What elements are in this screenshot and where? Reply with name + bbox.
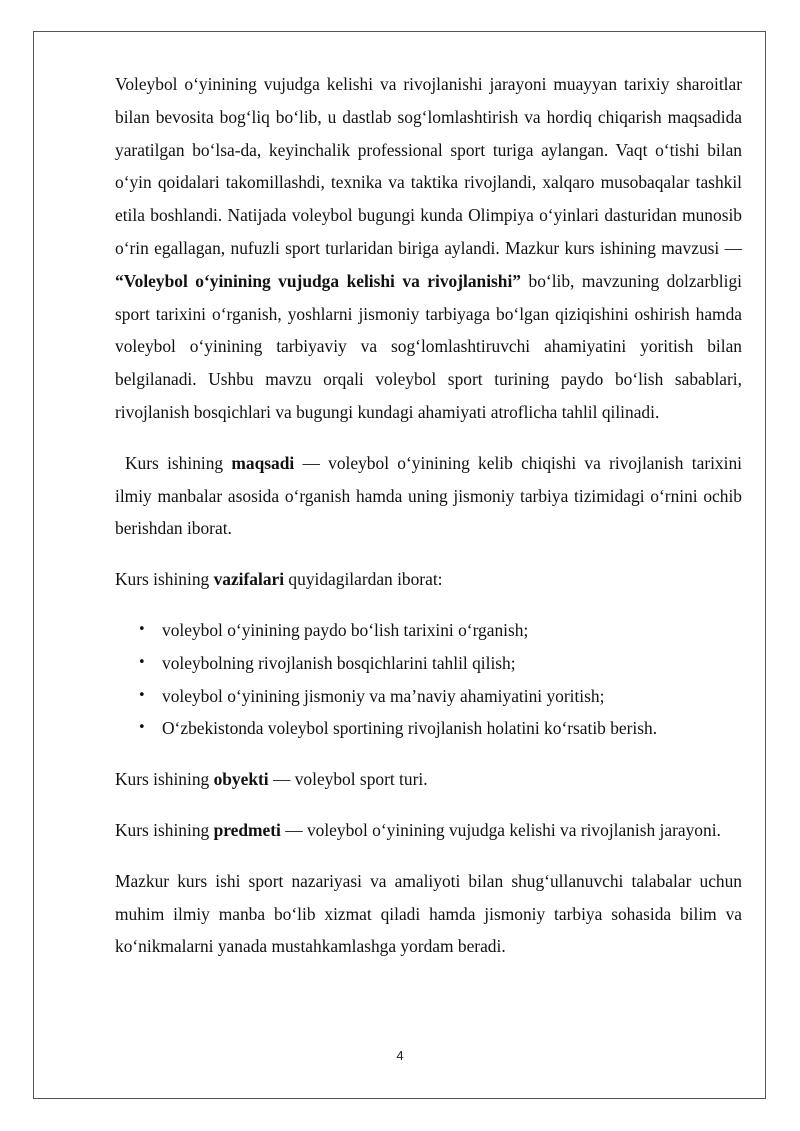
intro-text-start: Voleybol o‘yinining vujudga kelishi va rivojlanishi jarayoni muayyan tarixiy sharoitlar bilan bevosita bog‘liq bo‘lib, u dastlab sog‘lomlashtirish va hordiq chiqarish maqsadida yaratilgan bo‘lsa-da, keyinchalik professional sport turiga aylangan. Vaqt o‘tishi bilan o‘yin qoidalari takomillashdi, texnika va taktika rivojlandi, xalqaro musobaqalar tashkil etila boshlandi. Natijada voleybol bugungi kunda Olimpiya o‘yinlari dasturidan munosib o‘rin egallagan, nufuzli sport turlaridan biriga aylandi. Mazkur kurs ishining mavzusi — — [115, 74, 742, 258]
bullet-icon: • — [138, 687, 146, 703]
obyekt-paragraph — [115, 763, 742, 796]
page-number: 4 — [396, 1048, 404, 1063]
maqsad-text: — voleybol o‘yinining kelib chiqishi va rivojlanish tarixini ilmiy manbalar asosida o‘rganish hamda uning jismoniy tarbiya tizimidagi o‘rnini ochib berishdan iborat. — [115, 452, 742, 539]
predmet-paragraph — [115, 814, 742, 847]
conclusion-paragraph: Mazkur kurs ishi sport nazariyasi va amaliyoti bilan shug‘ullanuvchi talabalar uchun muhim ilmiy manba bo‘lib xizmat qiladi hamda jismoniy tarbiya sohasida bilim va ko‘nikmalarni yanada mustahkamlashga yordam beradi. — [115, 870, 742, 957]
obyekt-text: — voleybol sport turi. — [268, 769, 428, 790]
intro-paragraph — [115, 68, 742, 429]
intro-topic: “Voleybol o‘yinining vujudga kelishi va rivojlanishi” — [115, 270, 522, 291]
obyekt-prefix: Kurs ishining — [115, 769, 214, 790]
vazifalar-text: quyidagilardan iborat: — [284, 569, 443, 590]
intro-text-end: bo‘lib, mavzuning dolzarbligi sport tarixini o‘rganish, yoshlarni jismoniy tarbiyaga bo‘lgan qiziqishini oshirish hamda voleybol o‘yinining tarbiyaviy va sog‘lomlashtiruvchi ahamiyatini yoritish bilan belgilanadi. Ushbu mavzu orqali voleybol sport turining paydo bo‘lish sabablari, rivojlanish bosqichlari va bugungi kundagi ahamiyati atroflicha tahlil qilinadi. — [115, 270, 743, 422]
vazifalar-keyword: vazifalari — [213, 569, 285, 590]
bullet-icon: • — [138, 720, 146, 736]
list-item — [115, 647, 742, 680]
maqsad-paragraph — [115, 447, 742, 545]
bullet-icon: • — [138, 654, 146, 670]
predmet-keyword: predmeti — [213, 819, 281, 840]
document-body — [115, 68, 742, 963]
task-text: voleybol o‘yinining paydo bo‘lish tarixini o‘rganish; — [162, 619, 529, 640]
predmet-text: — voleybol o‘yinining vujudga kelishi va rivojlanish jarayoni. — [280, 819, 721, 840]
task-text: voleybolning rivojlanish bosqichlarini tahlil qilish; — [162, 652, 516, 673]
maqsad-keyword: maqsadi — [231, 452, 295, 473]
vazifalar-paragraph — [115, 563, 742, 596]
obyekt-keyword: obyekti — [213, 769, 269, 790]
tasks-list — [115, 614, 742, 745]
list-item — [115, 680, 742, 713]
maqsad-prefix: Kurs ishining — [125, 452, 232, 473]
task-text: voleybol o‘yinining jismoniy va ma’naviy ahamiyatini yoritish; — [162, 685, 605, 706]
predmet-prefix: Kurs ishining — [115, 819, 214, 840]
vazifalar-prefix: Kurs ishining — [115, 569, 214, 590]
bullet-icon: • — [138, 621, 146, 637]
list-item — [115, 712, 742, 745]
task-text: O‘zbekistonda voleybol sportining rivojlanish holatini ko‘rsatib berish. — [162, 718, 658, 739]
list-item — [115, 614, 742, 647]
